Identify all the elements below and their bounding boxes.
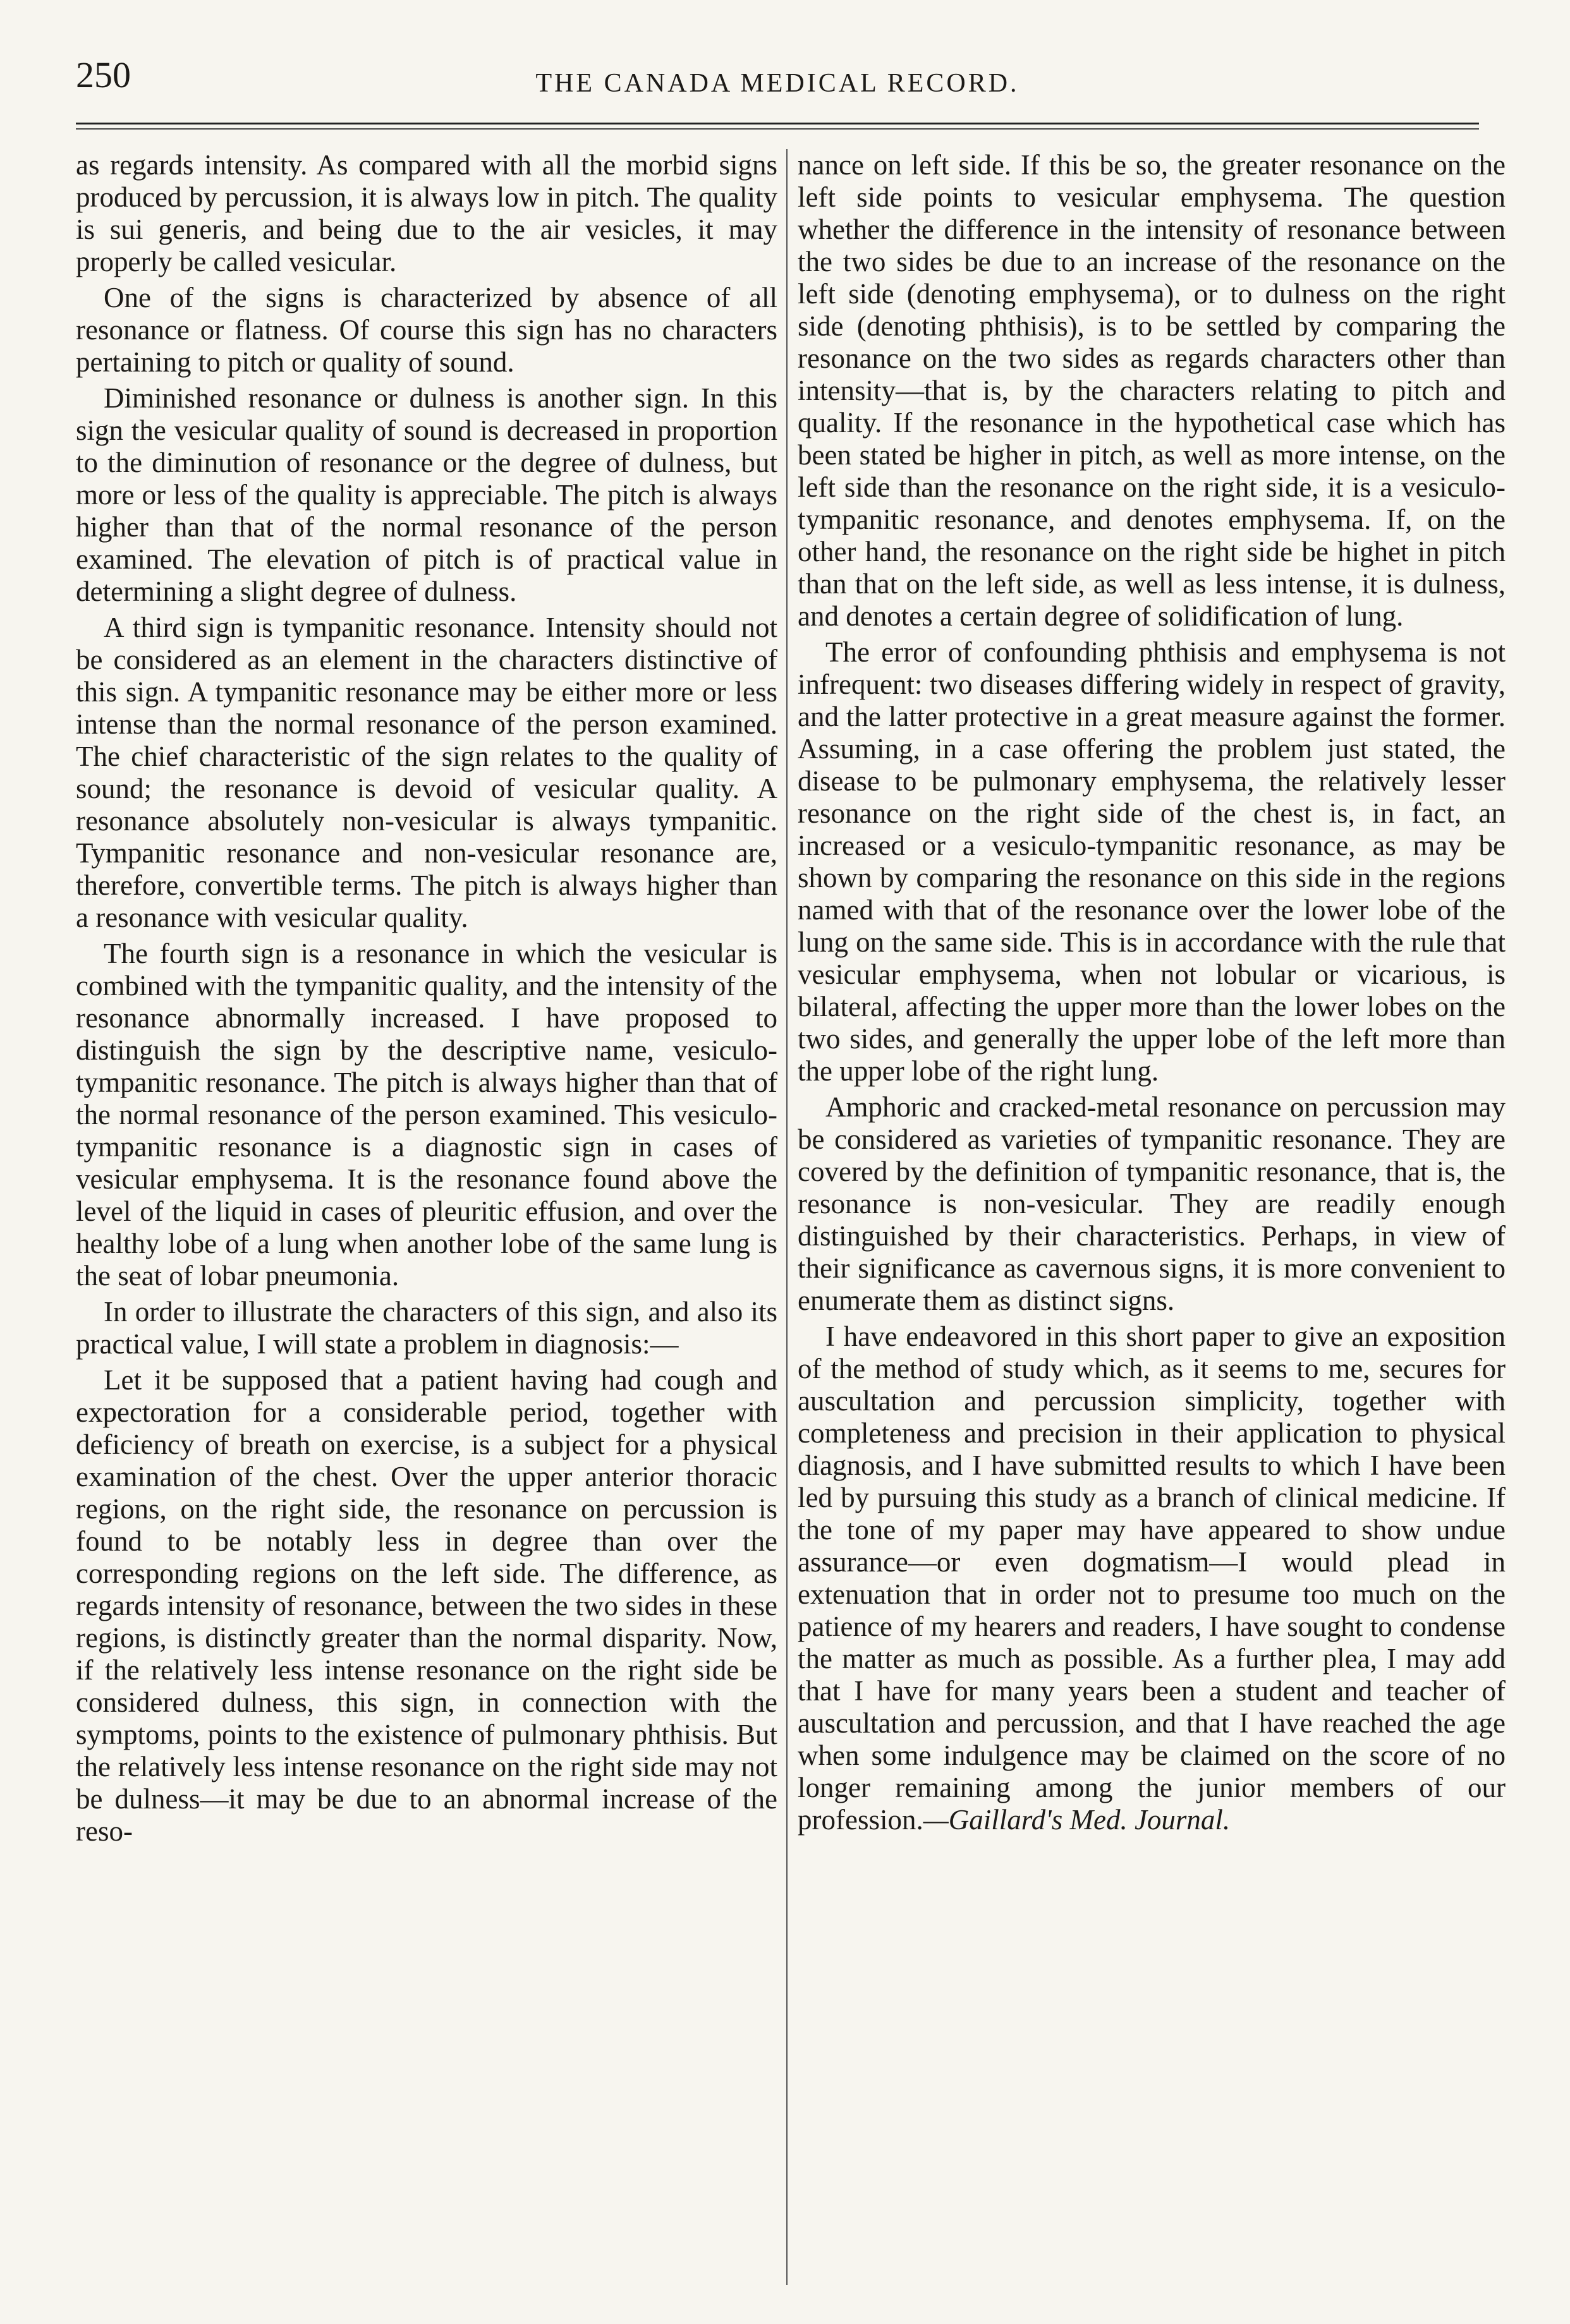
source-citation: —Gaillard's Med. Journal. bbox=[923, 1804, 1231, 1836]
paragraph-final bbox=[798, 1321, 1506, 1836]
paragraph: Let it be supposed that a patient having had cough and expectoration for a considerable period, together with deficiency of breath on exercise, is a subject for a physical examination of the chest. Over the upper anterior thoracic regions, on the right side, the resonance on percussion is found to be notably less in degree than over the corresponding regions on the left side. The difference, as regards intensity of resonance, between the two sides in these regions, is distinctly greater than the normal disparity. Now, if the relatively less intense resonance on the right side be considered dulness, this sign, in connection with the symptoms, points to the existence of pulmonary phthisis. But the relatively less intense resonance on the right side may not be dulness—it may be due to an abnormal increase of the reso- bbox=[76, 1364, 777, 1847]
paragraph: One of the signs is characterized by absence of all resonance or flatness. Of course this sign has no characters pertaining to pitch or quality of sound. bbox=[76, 282, 777, 378]
header-rule-bottom bbox=[76, 128, 1479, 130]
page-header bbox=[76, 53, 1479, 110]
right-column bbox=[798, 149, 1506, 2285]
paragraph: Diminished resonance or dulness is another sign. In this sign the vesicular quality of sound is decreased in proportion to the diminution of resonance or the degree of dulness, but more or less of the quality is appreciable. The pitch is always higher than that of the normal resonance of the person examined. The elevation of pitch is of practical value in determining a slight degree of dulness. bbox=[76, 382, 777, 607]
paragraph: nance on left side. If this be so, the greater resonance on the left side points to vesicular emphysema. The question whether the difference in the intensity of resonance between the two sides be due to an increase of the resonance on the left side (denoting emphysema), or to dulness on the right side (denoting phthisis), is to be settled by comparing the resonance on the two sides as regards characters other than intensity—that is, by the characters relating to pitch and quality. If the resonance in the hypothetical case which has been stated be higher in pitch, as well as more intense, on the left side than the resonance on the right side, it is a vesiculo-tympanitic resonance, and denotes emphysema. If, on the other hand, the resonance on the right side be highet in pitch than that on the left side, as well as less intense, it is dulness, and denotes a certain degree of solidification of lung. bbox=[798, 149, 1506, 632]
paragraph: as regards intensity. As compared with all the morbid signs produced by percussion, it is always low in pitch. The quality is sui generis, and being due to the air vesicles, it may properly be called vesicular. bbox=[76, 149, 777, 277]
page-number: 250 bbox=[76, 54, 131, 95]
paragraph: In order to illustrate the characters of this sign, and also its practical value, I will state a problem in diagnosis:— bbox=[76, 1296, 777, 1360]
header-rule-top bbox=[76, 123, 1479, 124]
journal-title: THE CANADA MEDICAL RECORD. bbox=[535, 69, 1019, 98]
paragraph: A third sign is tympanitic resonance. Intensity should not be considered as an element in the characters distinctive of this sign. A tympanitic resonance may be either more or less intense than the normal resonance of the person examined. The chief characteristic of the sign relates to the quality of sound; the resonance is devoid of vesicular quality. A resonance absolutely non-vesicular is always tympanitic. Tympanitic resonance and non-vesicular resonance are, therefore, convertible terms. The pitch is always higher than a resonance with vesicular quality. bbox=[76, 612, 777, 933]
paragraph: The fourth sign is a resonance in which the vesicular is combined with the tympanitic quality, and the intensity of the resonance abnormally increased. I have proposed to distinguish the sign by the descriptive name, vesiculo-tympanitic resonance. The pitch is always higher than that of the normal resonance of the person examined. This vesiculo-tympanitic resonance is a diagnostic sign in cases of vesicular emphysema. It is the resonance found above the level of the liquid in cases of pleuritic effusion, and over the healthy lobe of a lung when another lobe of the same lung is the seat of lobar pneumonia. bbox=[76, 938, 777, 1292]
paragraph: The error of confounding phthisis and emphysema is not infrequent: two diseases differing widely in respect of gravity, and the latter protective in a great measure against the former. Assuming, in a case offering the problem just stated, the disease to be pulmonary emphysema, the relatively lesser resonance on the right side of the chest is, in fact, an increased or a vesiculo-tympanitic resonance, as may be shown by comparing the resonance on this side in the regions named with that of the resonance over the lower lobe of the lung on the same side. This is in accordance with the rule that vesicular emphysema, when not lobular or vicarious, is bilateral, affecting the upper more than the lower lobes on the two sides, and generally the upper lobe of the left more than the upper lobe of the right lung. bbox=[798, 636, 1506, 1087]
paragraph-text: I have endeavored in this short paper to give an exposition of the method of study which, as it seems to me, secures for auscultation and percussion simplicity, together with completeness and precision in their application to physical diagnosis, and I have submitted results to which I have been led by pursuing this study as a branch of clinical medicine. If the tone of my paper may have appeared to show undue assurance—or even dogmatism—I would plead in extenuation that in order not to presume too much on the patience of my hearers and readers, I have sought to condense the matter as much as possible. As a further plea, I may add that I have for many years been a student and teacher of auscultation and percussion, and that I have reached the age when some indulgence may be claimed on the score of no longer remaining among the junior members of our profession. bbox=[798, 1321, 1506, 1836]
left-column bbox=[76, 149, 777, 2285]
paragraph: Amphoric and cracked-metal resonance on percussion may be considered as varieties of tympanitic resonance. They are covered by the definition of tympanitic resonance, that is, the resonance is non-vesicular. They are readily enough distinguished by their characteristics. Perhaps, in view of their significance as cavernous signs, it is more convenient to enumerate them as distinct signs. bbox=[798, 1091, 1506, 1316]
column-divider bbox=[786, 149, 788, 2285]
